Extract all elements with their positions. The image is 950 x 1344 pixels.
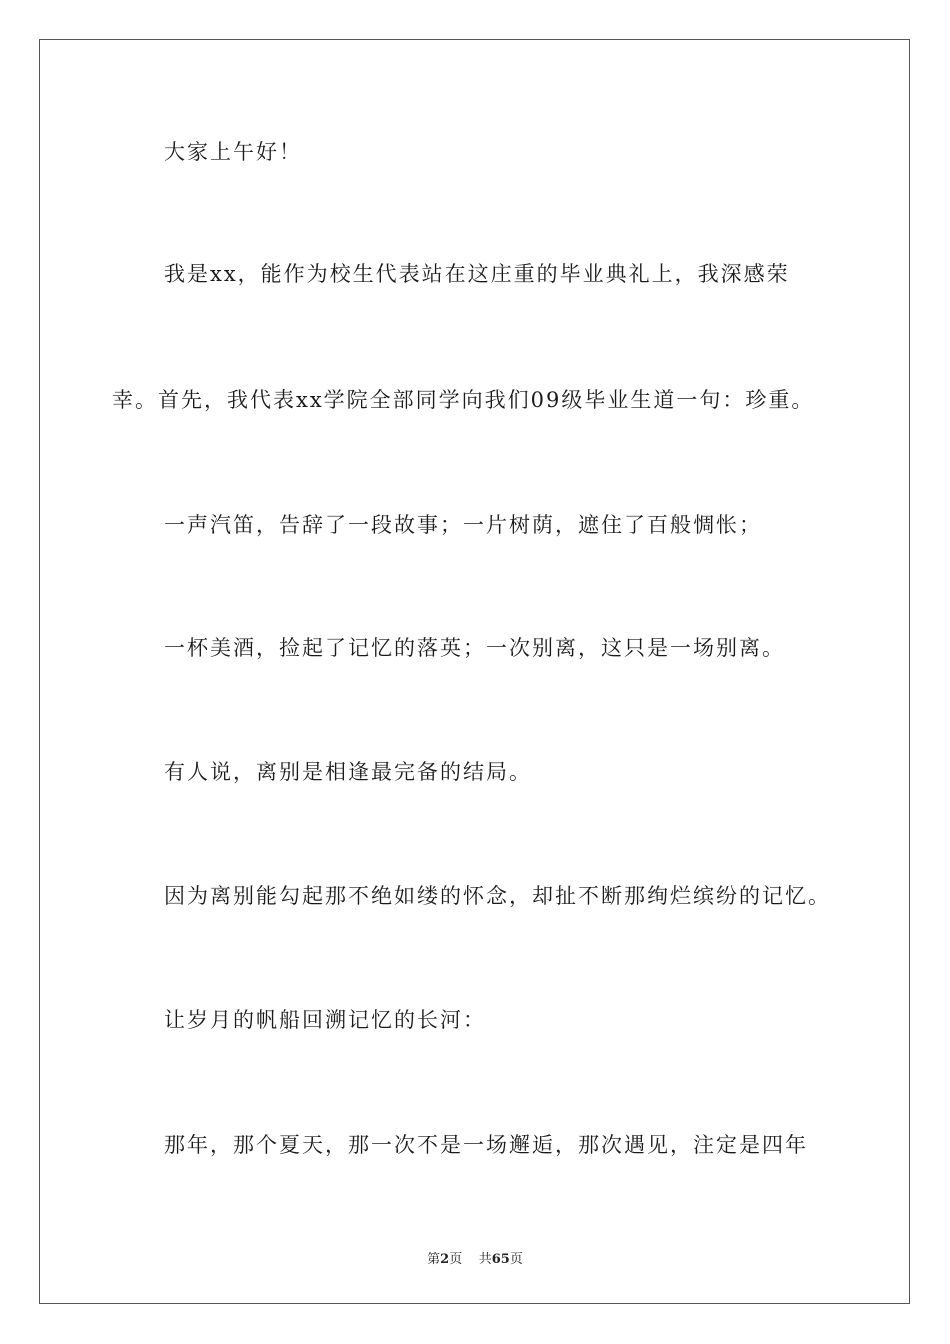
page-border	[39, 39, 910, 1304]
paragraph-intro-line-2: 幸。首先，我代表xx学院全部同学向我们09级毕业生道一句：珍重。	[112, 388, 815, 412]
paragraph-line-whistle: 一声汽笛，告辞了一段故事；一片树荫，遮住了百般惆怅；	[164, 513, 762, 537]
footer-total-prefix: 共	[478, 1252, 492, 1267]
paragraph-line-farewell: 有人说，离别是相逢最完备的结局。	[164, 760, 532, 784]
paragraph-line-wine: 一杯美酒，捡起了记忆的落英；一次别离，这只是一场别离。	[164, 636, 785, 660]
page-footer	[0, 1248, 950, 1267]
paragraph-line-summer: 那年，那个夏天，那一次不是一场邂逅，那次遇见，注定是四年	[164, 1133, 808, 1157]
footer-page-total: 65	[491, 1252, 510, 1267]
paragraph-intro-line-1: 我是xx，能作为校生代表站在这庄重的毕业典礼上，我深感荣	[164, 262, 790, 286]
paragraph-greeting: 大家上午好！	[164, 140, 302, 164]
footer-page-suffix: 页	[449, 1252, 463, 1267]
paragraph-line-river: 让岁月的帆船回溯记忆的长河：	[164, 1008, 486, 1032]
footer-page-current: 2	[440, 1252, 450, 1267]
paragraph-line-memory: 因为离别能勾起那不绝如缕的怀念，却扯不断那绚烂缤纷的记忆。	[164, 884, 831, 908]
footer-page-prefix: 第	[427, 1252, 441, 1267]
footer-total-suffix: 页	[509, 1252, 523, 1267]
